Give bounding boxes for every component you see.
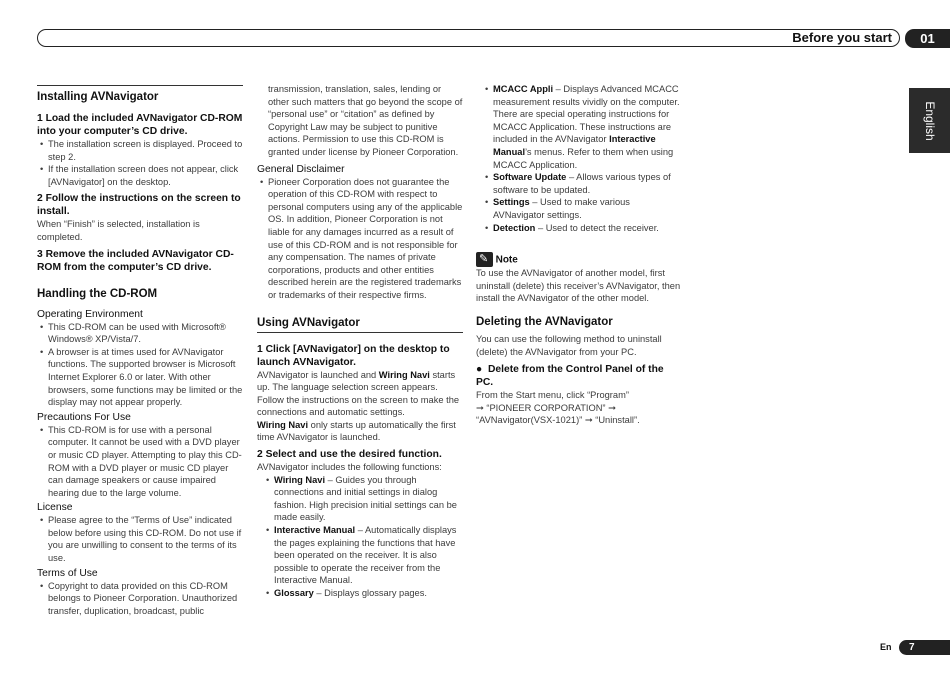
chapter-number: 01 — [905, 29, 950, 48]
list-item — [263, 587, 463, 600]
text-run: – Displays glossary pages. — [313, 588, 427, 598]
column-2 — [257, 83, 463, 600]
deleting-text: You can use the following method to uninstall (delete) the AVNavigator from your PC. — [476, 333, 662, 357]
note-pencil-icon — [476, 252, 493, 267]
text-run: Detection — [493, 222, 536, 233]
note-label: Note — [495, 254, 518, 266]
mcacc-extra — [493, 108, 681, 171]
functions-list — [257, 474, 463, 600]
text-run: only starts up automatically the first time AVNavigator is launched. — [257, 419, 456, 443]
text-run: Software Update — [493, 172, 567, 183]
section-rule — [37, 85, 243, 104]
disclaimer-list — [257, 176, 463, 302]
list-item: • If the installation screen does not appear, click [AVNavigator] on the desktop. — [37, 163, 243, 188]
text-run: Interactive Manual — [274, 525, 356, 536]
text-run: – Used to make various AVNavigator settings. — [493, 197, 630, 220]
list-item — [263, 524, 463, 587]
terms-list — [37, 580, 243, 618]
using-step-1-note — [257, 419, 463, 444]
functions-list-continued — [476, 83, 681, 234]
text-run: – Automatically displays the pages explaining the functions that have been operated on the receiver. It is also possible to operate the receiver from the Interactive Manual. — [274, 525, 457, 586]
list-item: • The installation screen is displayed. Proceed to step 2. — [37, 138, 243, 163]
text-run: – Displays Advanced MCACC measurement results vividly on the computer. — [493, 84, 680, 107]
text-run: Delete from the Control Panel of the PC. — [476, 364, 664, 389]
note-text: To use the AVNavigator of another model, first uninstall (delete) this receiver’s AVNavigator, then install the AVNavigator of the other model. — [476, 268, 681, 304]
terms-title: Terms of Use — [37, 567, 98, 579]
license-list — [37, 514, 243, 564]
using-step-1-text — [257, 369, 463, 419]
list-item — [482, 83, 681, 171]
install-step-1-list — [37, 138, 243, 188]
column-3 — [476, 83, 681, 427]
text-run: Wiring Navi — [257, 419, 309, 430]
delete-step — [476, 363, 681, 389]
using-step-2-text: AVNavigator includes the following functions: — [257, 462, 442, 473]
footer-language: En — [880, 642, 892, 652]
section-rule — [257, 312, 463, 333]
install-step-1: 1 Load the included AVNavigator CD-ROM into your computer’s CD drive. — [37, 113, 243, 137]
delete-line-1: From the Start menu, click “Program” — [476, 390, 629, 401]
text-run: There are special operating instructions for MCACC Application. These instructions are included in the AVNavigator — [493, 109, 672, 145]
text-run: MCACC Appli — [493, 84, 554, 94]
column-1 — [37, 85, 243, 617]
install-step-3: 3 Remove the included AVNavigator CD-ROM from the computer’s CD drive. — [37, 248, 234, 273]
list-item: • This CD-ROM is for use with a personal computer. It cannot be used with a DVD player or music CD player. Attempting to play this CD-ROM with a DVD player or music CD player can damage speakers or cause impaired hearing due to the large volume. — [37, 424, 243, 500]
delete-line-2: ➞ “PIONEER CORPORATION” ➞ — [476, 402, 616, 413]
language-label: English — [922, 100, 937, 141]
section-title: Before you start — [792, 30, 892, 45]
installing-title: Installing AVNavigator — [37, 91, 159, 103]
handling-title: Handling the CD-ROM — [37, 287, 158, 300]
text-run: Interactive Manual — [493, 134, 656, 157]
op-env-list — [37, 321, 243, 409]
list-item: • Copyright to data provided on this CD-ROM belongs to Pioneer Corporation. Unauthorized transfer, duplication, broadcast, public — [37, 580, 243, 618]
text-run: Settings — [493, 197, 530, 208]
text-run: Wiring Navi — [274, 474, 326, 485]
text-run: ’s menus. Refer to them when using MCACC Application. — [493, 146, 674, 170]
list-item — [482, 171, 681, 196]
language-tab — [909, 88, 950, 153]
precautions-title: Precautions For Use — [37, 411, 131, 423]
text-run: starts up. The language selection screen appears. Follow the instructions on the screen to make the connections and automatic settings. — [257, 369, 460, 418]
delete-line-3: “AVNavigator(VSX-1021)” ➞ “Uninstall”. — [476, 415, 640, 426]
header-bar — [37, 29, 900, 47]
list-item — [482, 196, 681, 221]
install-step-2-text: When “Finish” is selected, installation is completed. — [37, 219, 200, 242]
using-title: Using AVNavigator — [257, 316, 360, 329]
deleting-title: Deleting the AVNavigator — [476, 315, 613, 328]
list-item: • This CD-ROM can be used with Microsoft® Windows® XP/Vista/7. — [37, 321, 243, 346]
precautions-list — [37, 424, 243, 500]
list-item: • A browser is at times used for AVNavigator functions. The supported browser is Microsoft Internet Explorer 6.0 or later. With other browsers, some functions may be limited or the display may not appear properly. — [37, 346, 243, 409]
text-run: – Used to detect the receiver. — [535, 222, 659, 233]
text-run: Wiring Navi — [378, 369, 430, 380]
bullet-icon: ● — [476, 364, 488, 376]
page-number: 7 — [899, 640, 950, 655]
disclaimer-title: General Disclaimer — [257, 163, 345, 175]
op-env-title: Operating Environment — [37, 308, 143, 320]
list-item: • Please agree to the “Terms of Use” indicated below before using this CD-ROM. Do not use if you are unwilling to consent to the terms of its use. — [37, 514, 243, 564]
list-item — [263, 474, 463, 524]
terms-continued: transmission, translation, sales, lending or other such matters that go beyond the scope of “personal use” or “citation” as defined by Copyright Law may be subject to punitive actions. Permission to use this CD-ROM is granted under license by Pioneer Corporation. — [268, 84, 463, 157]
list-item: • Pioneer Corporation does not guarantee the operation of this CD-ROM with respect to personal computers using any of the applicable OS. In addition, Pioneer Corporation is not liable for any damages incurred as a result of use of this CD-ROM and is not responsible for any compensation. The names of private corporations, products and other entities described herein are the registered trademarks or trademarks of their respective firms. — [257, 176, 463, 302]
text-run: AVNavigator is launched and — [257, 369, 379, 380]
using-step-1: 1 Click [AVNavigator] on the desktop to launch AVNavigator. — [257, 343, 450, 368]
license-title: License — [37, 502, 73, 514]
text-run: – Guides you through connections and initial settings in dialog fashion. High precision initial settings can be made easily. — [274, 474, 457, 523]
install-step-2: 2 Follow the instructions on the screen to install. — [37, 193, 241, 218]
text-run: – Allows various types of software to be updated. — [493, 172, 671, 195]
note-heading — [476, 252, 681, 267]
list-item — [482, 222, 681, 235]
text-run: Glossary — [274, 588, 314, 598]
using-step-2: 2 Select and use the desired function. — [257, 449, 442, 461]
